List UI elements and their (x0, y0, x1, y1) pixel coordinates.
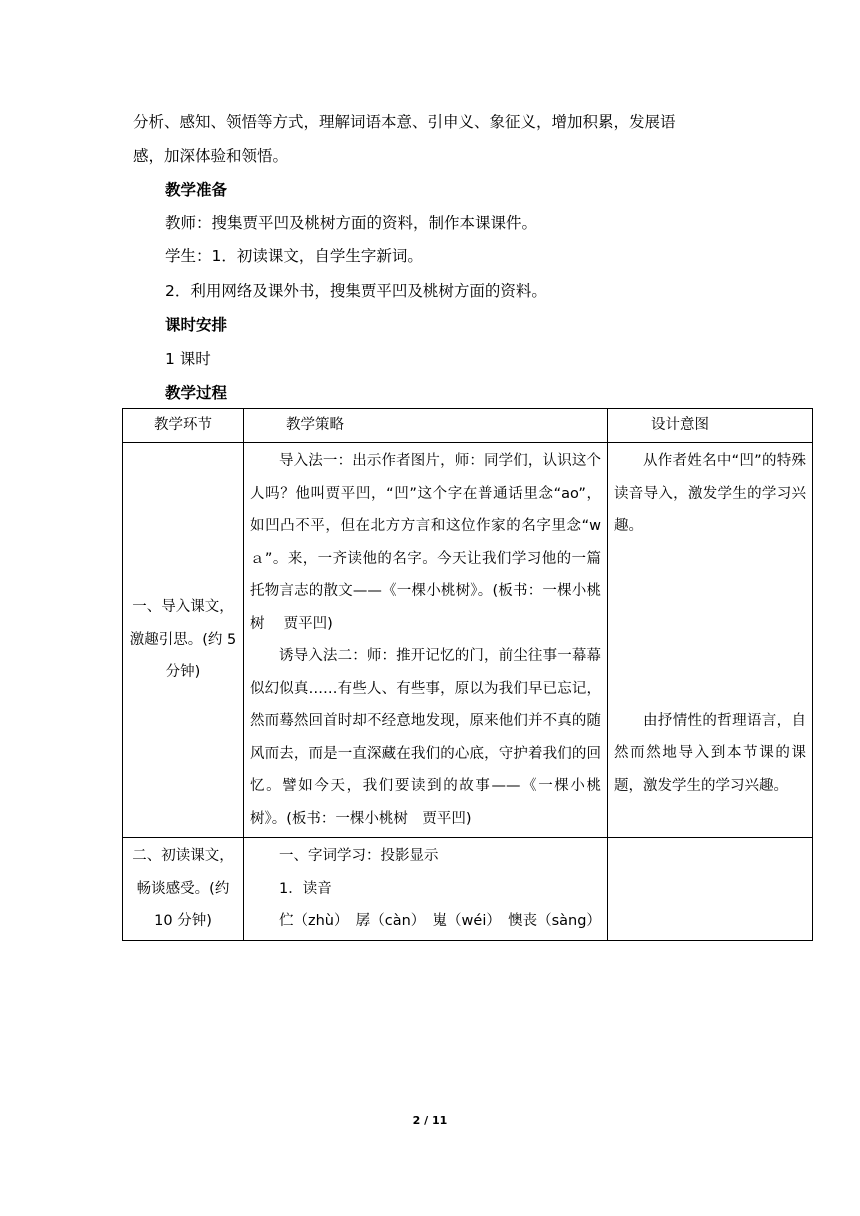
schedule-value: 1 课时 (165, 350, 211, 368)
stage-cell-1: 一、导入课文，激趣引思。(约 5 分钟) (123, 443, 244, 838)
page-number: 2 / 11 (412, 1114, 448, 1127)
intent-cell-1 (608, 443, 813, 838)
process-heading: 教学过程 (165, 384, 228, 402)
table-header-row (123, 409, 813, 443)
prep-student-1: 学生：1．初读课文，自学生字新词。 (165, 247, 423, 265)
intro-line-2: 感，加深体验和领悟。 (133, 147, 289, 165)
header-stage: 教学环节 (123, 409, 244, 443)
strategy-method-1: 导入法一：出示作者图片，师：同学们，认识这个人吗？他叫贾平凹，“凹”这个字在普通话里念“ao”，如凹凸不平，但在北方方言和这位作家的名字里念“wａ”。来，一齐读他的名字。今天让我们学习他的一篇托物言志的散文——《一棵小桃树》。(板书：一棵小桃树 贾平凹) (250, 453, 601, 632)
strategy-cell-2 (244, 838, 608, 941)
strategy-cell-1 (244, 443, 608, 838)
prep-student-2: 2．利用网络及课外书，搜集贾平凹及桃树方面的资料。 (165, 282, 547, 300)
prep-heading: 教学准备 (165, 181, 228, 199)
stage-cell-2: 二、初读课文，畅谈感受。(约 10 分钟) (123, 838, 244, 941)
strategy-method-2: 诱导入法二：师：推开记忆的门，前尘往事一幕幕似幻似真……有些人、有些事，原以为我们早已忘记，然而蓦然回首时却不经意地发现，原来他们并不真的随风而去，而是一直深藏在我们的心底，守护着我们的回忆。譬如今天，我们要读到的故事——《一棵小桃树》。(板书：一棵小桃树 贾平凹) (250, 648, 601, 827)
strategy-line-3: 伫（zhù） 孱（càn） 嵬（wéi） 懊丧（sàng） (279, 913, 601, 929)
intent-cell-2 (608, 838, 813, 941)
strategy-line-1: 一、字词学习：投影显示 (279, 848, 439, 864)
header-strategy: 教学策略 (244, 409, 608, 443)
table-row (123, 443, 813, 838)
intro-line-1: 分析、感知、领悟等方式，理解词语本意、引申义、象征义，增加积累，发展语 (133, 113, 676, 131)
strategy-line-2: 1．读音 (279, 880, 332, 897)
intent-2: 由抒情性的哲理语言，自然而然地导入到本节课的课题，激发学生的学习兴趣。 (614, 712, 806, 794)
header-intent: 设计意图 (608, 409, 813, 443)
schedule-heading: 课时安排 (165, 316, 228, 334)
table-row (123, 838, 813, 941)
prep-teacher: 教师：搜集贾平凹及桃树方面的资料，制作本课课件。 (165, 214, 538, 232)
lesson-process-table (122, 408, 813, 941)
intent-1: 从作者姓名中“凹”的特殊读音导入，激发学生的学习兴趣。 (614, 453, 806, 534)
